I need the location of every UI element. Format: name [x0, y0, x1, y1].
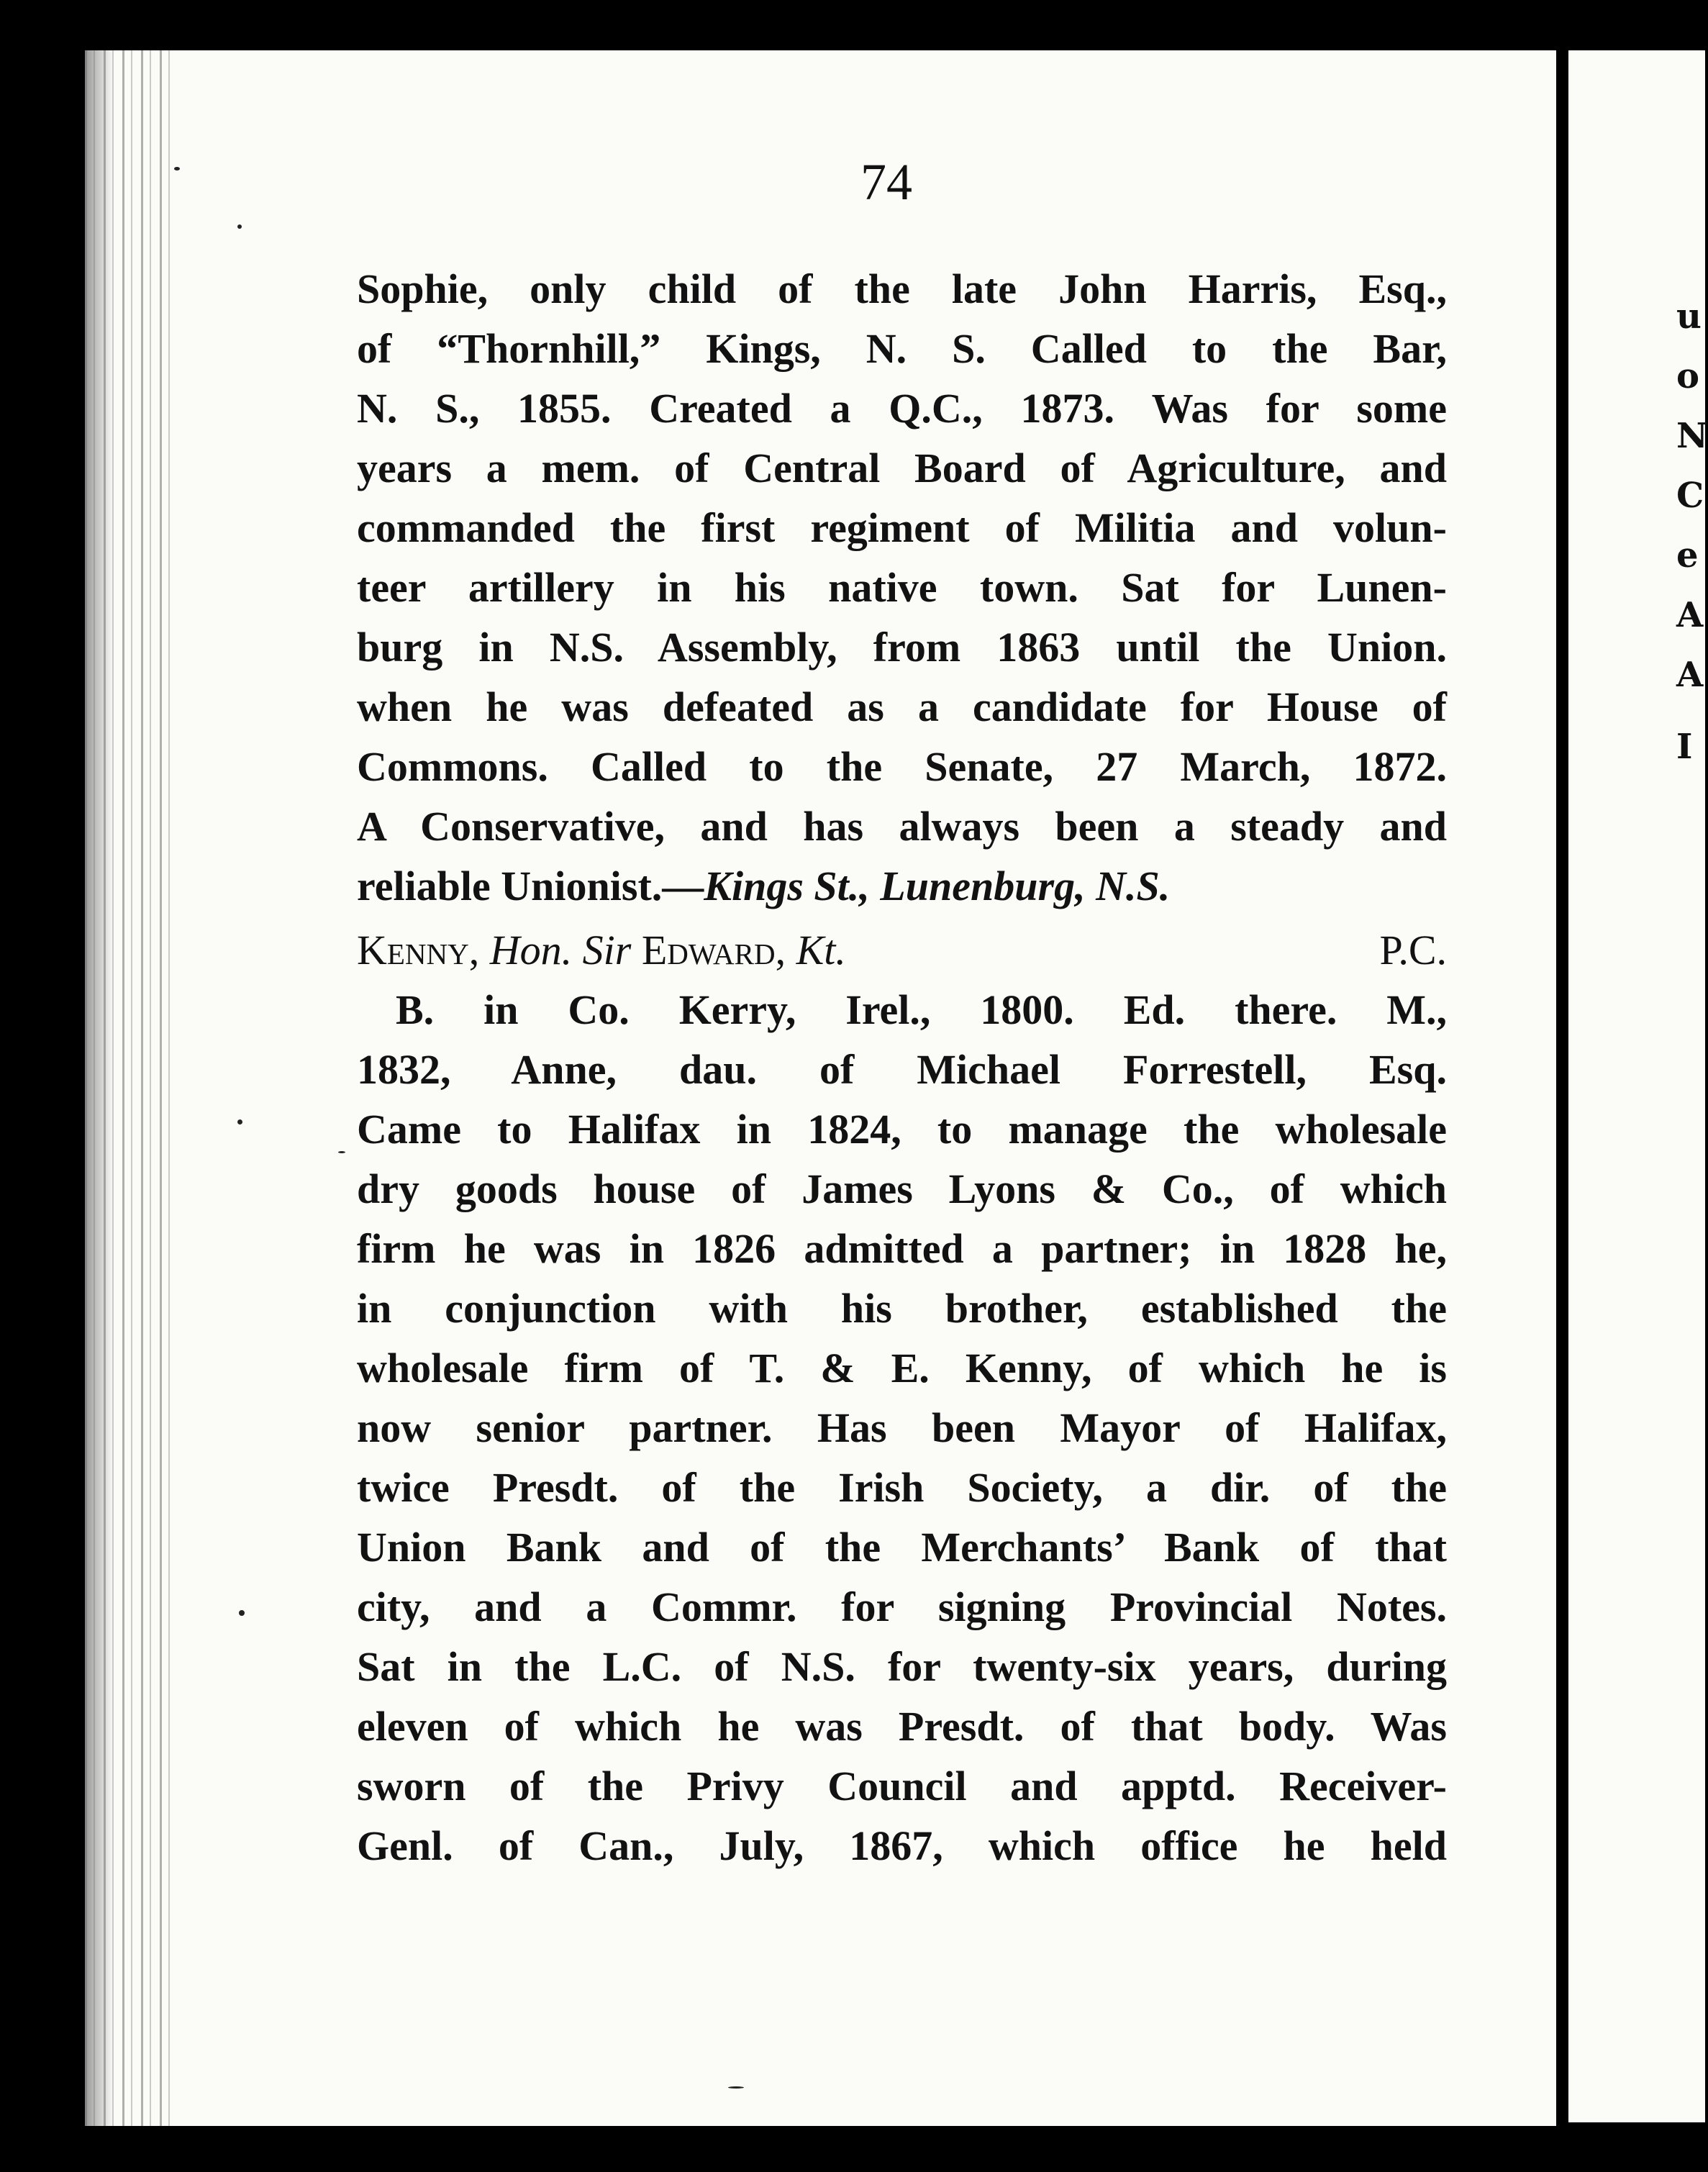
honorific: Hon. Sir [489, 927, 632, 973]
text-line: Union Bank and of the Merchants’ Bank of that [357, 1524, 1447, 1571]
page-binding-edge [85, 50, 171, 2126]
print-speck [338, 1151, 345, 1153]
text-line: A Conservative, and has always been a steady and [357, 803, 1447, 850]
text-line: burg in N.S. Assembly, from 1863 until the Union. [357, 624, 1447, 671]
print-speck [237, 224, 242, 229]
facing-fragment: e [1676, 535, 1699, 576]
text-line: teer artillery in his native town. Sat for Lunen- [357, 564, 1447, 611]
text-line: Sophie, only child of the late John Harris, Esq., [357, 265, 1447, 312]
facing-fragment: A [1676, 595, 1704, 635]
text-line: commanded the first regiment of Militia and volun- [357, 504, 1447, 551]
text-line: in conjunction with his brother, established the [357, 1285, 1447, 1332]
facing-fragment: I [1676, 727, 1693, 767]
print-speck [239, 1610, 245, 1616]
print-speck [237, 1119, 242, 1124]
text-line: when he was defeated as a candidate for House of [357, 683, 1447, 730]
entry-heading [357, 920, 1447, 980]
page-body-text [357, 259, 1447, 1876]
entry-continuation [357, 259, 1447, 916]
entry-name [357, 920, 846, 980]
text-line: Genl. of Can., July, 1867, which office he held [357, 1822, 1447, 1869]
entry-biography [357, 980, 1447, 1876]
text-line: Commons. Called to the Senate, 27 March, 1872. [357, 743, 1447, 790]
text-line: wholesale firm of T. & E. Kenny, of which he is [357, 1345, 1447, 1391]
text-line: dry goods house of James Lyons & Co., of which [357, 1165, 1447, 1212]
address-italic: Kings St., Lunenburg, N.S. [704, 863, 1171, 909]
office-abbrev: P.C. [1379, 927, 1447, 973]
text-line: eleven of which he was Presdt. of that body. Was [357, 1703, 1447, 1750]
text-line: Came to Halifax in 1824, to manage the wholesale [357, 1106, 1447, 1153]
facing-fragment: C [1676, 476, 1704, 516]
text-line: city, and a Commr. for signing Provincial Notes. [357, 1583, 1447, 1630]
text-line: 1832, Anne, dau. of Michael Forrestell, Esq. [357, 1046, 1447, 1093]
facing-fragment: u [1676, 296, 1702, 337]
print-speck [728, 2086, 744, 2089]
text-line: of “Thornhill,” Kings, N. S. Called to the Bar, [357, 325, 1447, 372]
facing-fragment: A [1676, 655, 1704, 695]
knight-title: Kt. [796, 927, 846, 973]
text-line: now senior partner. Has been Mayor of Halifax, [357, 1404, 1447, 1451]
page-number: 74 [860, 153, 912, 211]
text-line: Sat in the L.C. of N.S. for twenty-six years, during [357, 1643, 1447, 1690]
text-line-last [357, 856, 1447, 916]
text-line: years a mem. of Central Board of Agriculture, and [357, 445, 1447, 491]
text-line: twice Presdt. of the Irish Society, a dir. of the [357, 1464, 1447, 1511]
given-name: Edward, [641, 927, 786, 973]
facing-fragment: N [1676, 416, 1708, 456]
text-line: N. S., 1855. Created a Q.C., 1873. Was for some [357, 385, 1447, 432]
facing-fragment: o [1676, 356, 1700, 396]
text-line: B. in Co. Kerry, Irel., 1800. Ed. there. M., [396, 986, 1447, 1033]
surname: Kenny, [357, 927, 480, 973]
text-line: firm he was in 1826 admitted a partner; in 1828 he, [357, 1225, 1447, 1272]
text-line: sworn of the Privy Council and apptd. Receiver- [357, 1763, 1447, 1809]
print-speck [174, 167, 180, 171]
unionist-text: reliable Unionist.— [357, 863, 704, 909]
